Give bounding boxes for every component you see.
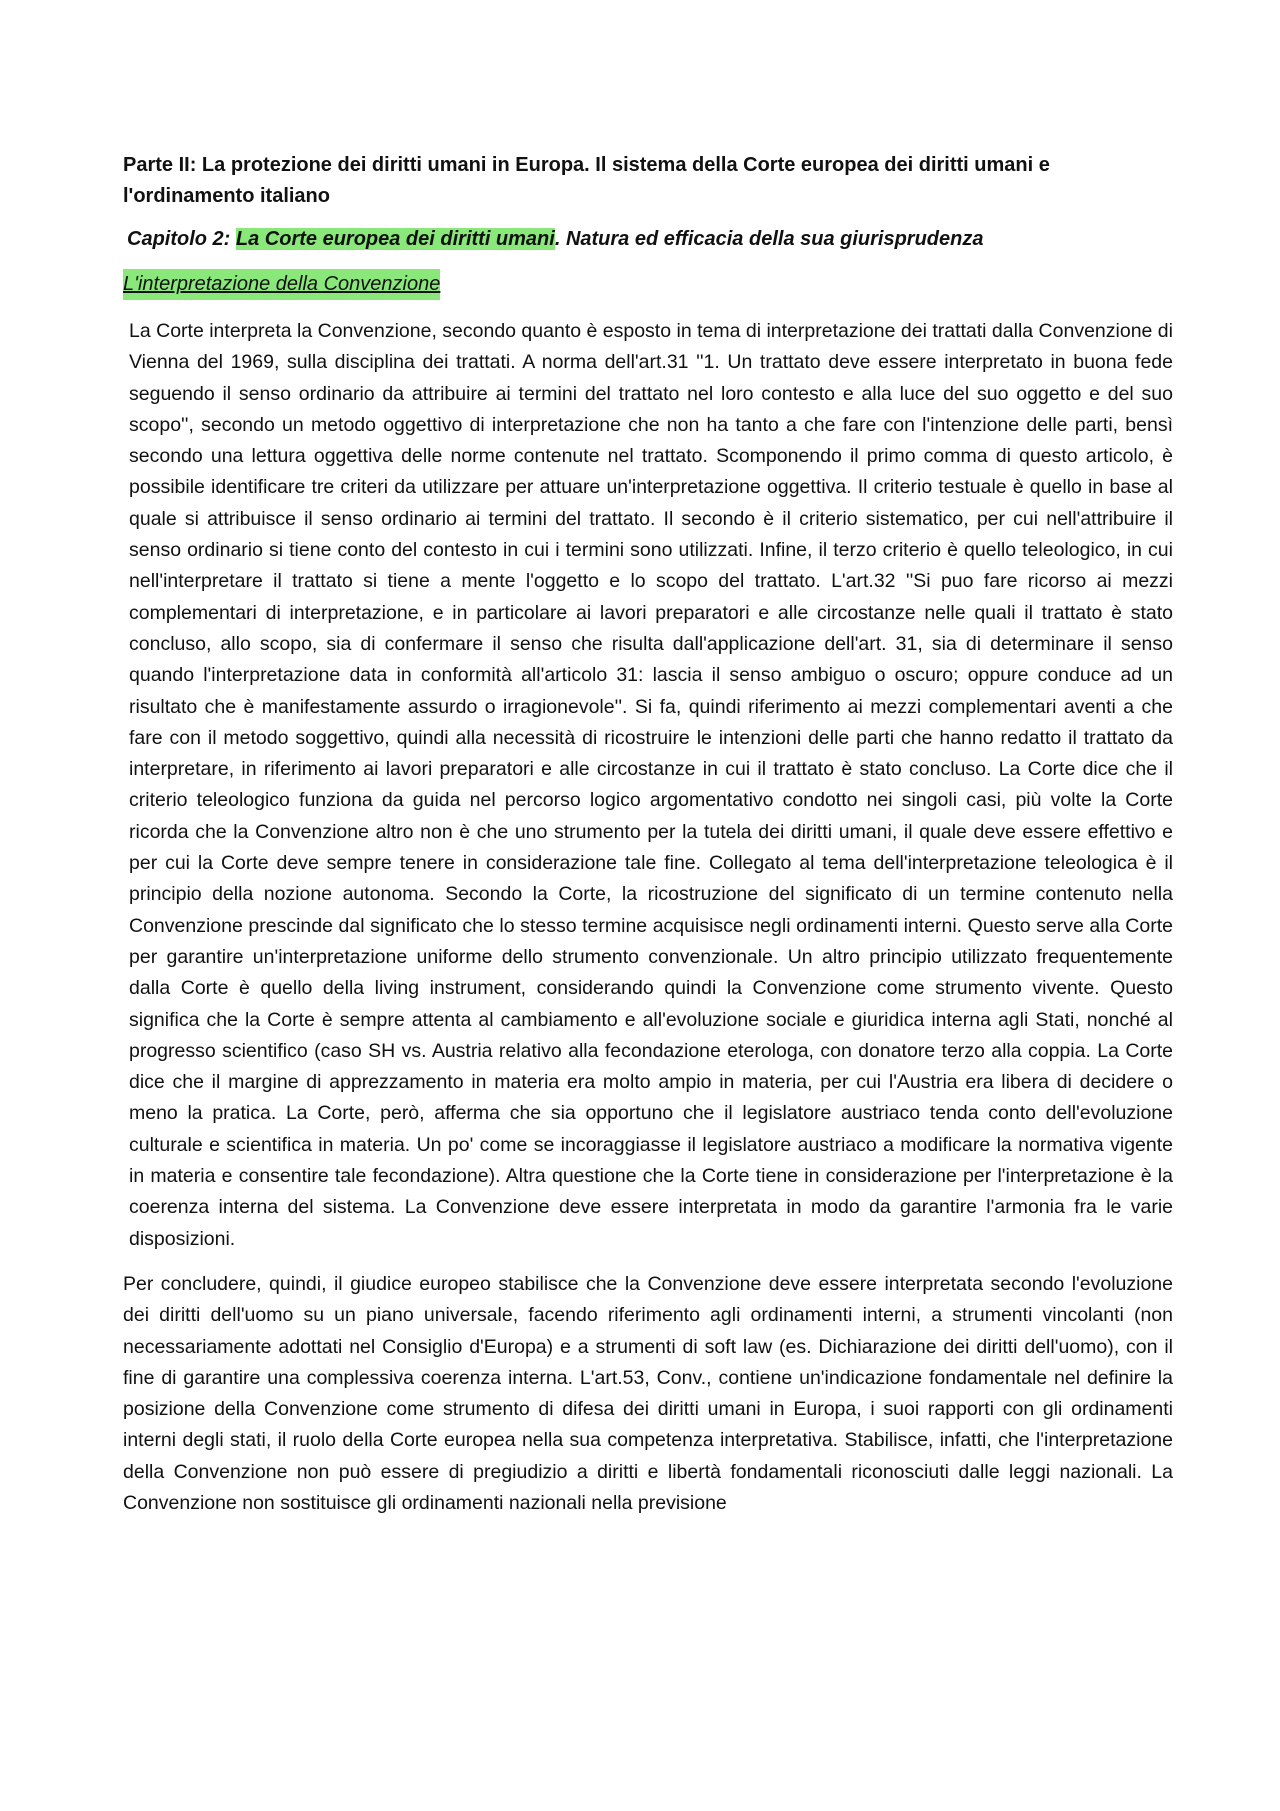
chapter-heading [123,224,1173,255]
chapter-suffix: . Natura ed efficacia della sua giurisprudenza [554,228,984,250]
chapter-prefix: Capitolo 2: [127,228,236,250]
section-heading: L'interpretazione della Convenzione [123,269,440,300]
chapter-highlighted-text: La Corte europea dei diritti umani [235,228,555,250]
body-paragraph-1: La Corte interpreta la Convenzione, secondo quanto è esposto in tema di interpretazione dei trattati dalla Convenzione di Vienna del 1969, sulla disciplina dei trattati. A norma dell'art.31 ''1. Un trattato deve essere interpretato in buona fede seguendo il senso ordinario da attribuire ai termini del trattato nel loro contesto e alla luce del suo oggetto e del suo scopo'', secondo un metodo oggettivo di interpretazione che non ha tanto a che fare con l'intenzione delle parti, bensì secondo una lettura oggettiva delle norme contenute nel trattato. Scomponendo il primo comma di questo articolo, è possibile identificare tre criteri da utilizzare per attuare un'interpretazione oggettiva. Il criterio testuale è quello in base al quale si attribuisce il senso ordinario ai termini del trattato. Il secondo è il criterio sistematico, per cui nell'attribuire il senso ordinario si tiene conto del contesto in cui i termini sono utilizzati. Infine, il terzo criterio è quello teleologico, in cui nell'interpretare il trattato si tiene a mente l'oggetto e lo scopo del trattato. L'art.32 ''Si puo fare ricorso ai mezzi complementari di interpretazione, e in particolare ai lavori preparatori e alle circostanze nelle quali il trattato è stato concluso, allo scopo, sia di confermare il senso che risulta dall'applicazione dell'art. 31, sia di determinare il senso quando l'interpretazione data in conformità all'articolo 31: lascia il senso ambiguo o oscuro; oppure conduce ad un risultato che è manifestamente assurdo o irragionevole''. Si fa, quindi riferimento ai mezzi complementari aventi a che fare con il metodo soggettivo, quindi alla necessità di ricostruire le intenzioni delle parti che hanno redatto il trattato da interpretare, in riferimento ai lavori preparatori e alle circostanze in cui il trattato è stato concluso. La Corte dice che il criterio teleologico funziona da guida nel percorso logico argomentativo condotto nei singoli casi, più volte la Corte ricorda che la Convenzione altro non è che uno strumento per la tutela dei diritti umani, il quale deve essere effettivo e per cui la Corte deve sempre tenere in considerazione tale fine. Collegato al tema dell'interpretazione teleologica è il principio della nozione autonoma. Secondo la Corte, la ricostruzione del significato di un termine contenuto nella Convenzione prescinde dal significato che lo stesso termine acquisisce negli ordinamenti interni. Questo serve alla Corte per garantire un'interpretazione uniforme dello strumento convenzionale. Un altro principio utilizzato frequentemente dalla Corte è quello della living instrument, considerando quindi la Convenzione come strumento vivente. Questo significa che la Corte è sempre attenta al cambiamento e all'evoluzione sociale e giuridica interna agli Stati, nonché al progresso scientifico (caso SH vs. Austria relativo alla fecondazione eterologa, con donatore terzo alla coppia. La Corte dice che il margine di apprezzamento in materia era molto ampio in materia, per cui l'Austria era libera di decidere o meno la pratica. La Corte, però, afferma che sia opportuno che il legislatore austriaco tenda conto dell'evoluzione culturale e scientifica in materia. Un po' come se incoraggiasse il legislatore austriaco a modificare la normativa vigente in materia e consentire tale fecondazione). Altra questione che la Corte tiene in considerazione per l'interpretazione è la coerenza interna del sistema. La Convenzione deve essere interpretata in modo da garantire l'armonia fra le varie disposizioni. [129,320,1173,1250]
document-page [123,150,1173,1533]
document-title: Parte II: La protezione dei diritti umani in Europa. Il sistema della Corte europea dei diritti umani e l'ordinamento italiano [123,154,1050,207]
body-paragraph-2: Per concludere, quindi, il giudice europeo stabilisce che la Convenzione deve essere interpretata secondo l'evoluzione dei diritti dell'uomo su un piano universale, facendo riferimento agli ordinamenti interni, a strumenti vincolanti (non necessariamente adottati nel Consiglio d'Europa) e a strumenti di soft law (es. Dichiarazione dei diritti dell'uomo), con il fine di garantire una complessiva coerenza interna. L'art.53, Conv., contiene un'indicazione fondamentale nel definire la posizione della Convenzione come strumento di difesa dei diritti umani in Europa, i suoi rapporti con gli ordinamenti interni degli stati, il ruolo della Corte europea nella sua competenza interpretativa. Stabilisce, infatti, che l'interpretazione della Convenzione non può essere di pregiudizio a diritti e libertà fondamentali riconosciuti dalle leggi nazionali. La Convenzione non sostituisce gli ordinamenti nazionali nella previsione [123,1272,1173,1514]
